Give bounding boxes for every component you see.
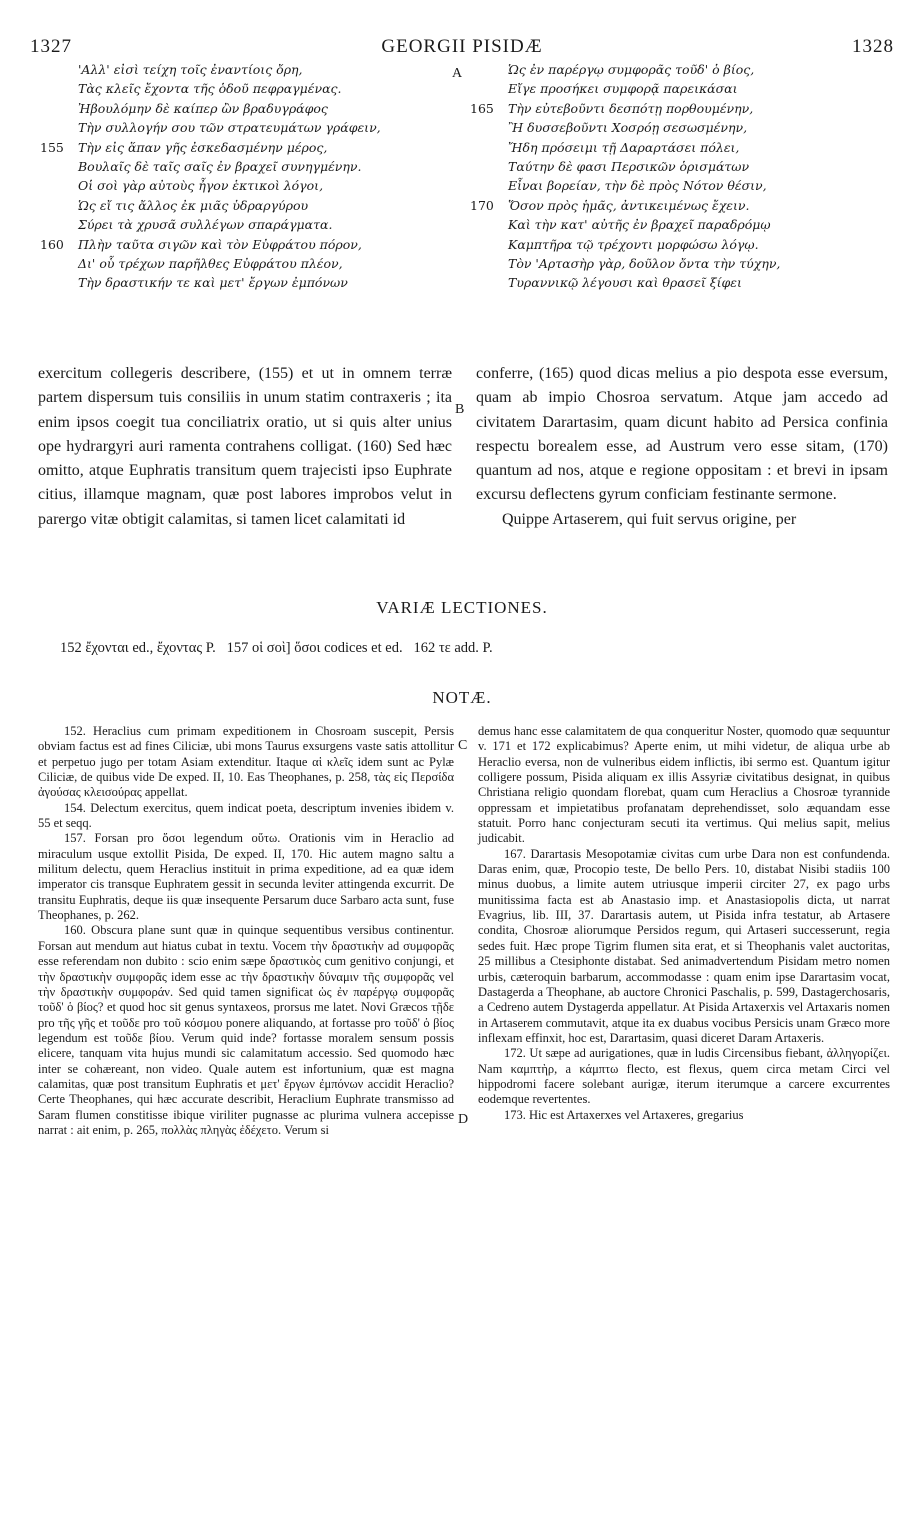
line-number — [40, 176, 78, 195]
line-number — [40, 157, 78, 176]
verse-line — [470, 79, 890, 98]
verse-line — [470, 273, 890, 292]
note-paragraph: demus hanc esse calamitatem de qua conqueritur Noster, quomodo quæ sequuntur v. 171 et 172 explicabimus? Aperte enim, ut mihi videtur, de aliqua urbe ab Heraclio eversa, non de vulneribus eidem inflictis, ibi sermo est. Quantum igitur colligere possum, Pisida aliquam ex illis Assyriæ civitatibus designat, in quibus Christiana religio quondam florebat, quam cum Heraclius a Chosroæ tyrannide oppressam et impietatibus profanatam deprehendisset, solo æquandam esse statuit. Porro hanc conjecturam secuti ita vertimus. Qui melius sapit, melius judicabit. — [478, 724, 890, 846]
line-number: 160 — [40, 236, 64, 252]
margin-marker-d: D — [458, 1112, 469, 1127]
note-paragraph: 154. Delectum exercitus, quem indicat poeta, descriptum invenies ibidem v. 55 et seqq. — [38, 800, 454, 831]
verse-line — [40, 273, 450, 292]
verse-text: Τὴν δραστικήν τε καὶ μετ' ἔργων ἐμπόνων — [78, 275, 348, 291]
verse-text: Σύρει τὰ χρυσᾶ συλλέγων σπαράγματα. — [78, 217, 333, 233]
note-paragraph: 173. Hic est Artaxerxes vel Artaxeres, gregarius — [504, 1107, 744, 1122]
line-number — [470, 235, 508, 254]
verse-text: Πλὴν ταῦτα σιγῶν καὶ τὸν Εὐφράτου πόρον, — [78, 236, 362, 252]
line-number — [40, 215, 78, 234]
line-number: 170 — [470, 197, 494, 213]
verse-line — [470, 157, 890, 176]
latin-paragraph: exercitum collegeris describere, (155) et ut in omnem terræ partem dispersum tuis consiliis in unum statim contraxeris ; ita enim ipsos coegit tua conciliatrix oratio, ut si quis alter unius ope hydrargyri auri ramenta contrahens colligat. (160) Sed hæc omitto, atque Euphratis transitum quem trajecisti ipso Euphrate citius, illamque magnam, quæ post labores improbos velut in parergo vitæ obtigit calamitas, si tamen licet calamitati id — [38, 365, 452, 528]
line-number — [40, 99, 78, 118]
note-paragraph: 157. Forsan pro ὅσοι legendum οὕτω. Orationis vim in Heraclio ad miraculum usque extollit Pisida, De exped. II, 170. Hic autem magno saltu a militum delectu, quem Heraclius instituit in prima expeditione, ad ea quæ idem imperator cis transque Euphratem gessit in secunda leviter attingenda excurrit. De transitu Euphratis, deque iis quæ insequente Persarum duce Sarbaro acta sunt, fuse Theophanes, p. 262. — [38, 831, 454, 923]
verse-line — [40, 235, 450, 254]
verse-line — [470, 176, 890, 195]
running-title: GEORGII PISIDÆ — [381, 36, 543, 57]
verse-text: Καμπτῆρα τῷ τρέχοντι μορφώσω λόγῳ. — [508, 236, 759, 252]
verse-text: Εἶναι βορείαν, τὴν δὲ πρὸς Νότον θέσιν, — [508, 178, 767, 194]
line-number — [470, 138, 508, 157]
line-number — [470, 273, 508, 292]
verse-line — [40, 60, 450, 79]
verse-line — [40, 118, 450, 137]
page-number-left: 1327 — [30, 36, 72, 57]
verse-text: Ὡς ἐν παρέργῳ συμφορᾶς τοῦδ' ὁ βίος, — [508, 62, 755, 77]
verse-text: Τυραννικῷ λέγουσι καὶ θρασεῖ ξίφει — [508, 275, 742, 291]
verse-line — [470, 196, 890, 215]
margin-marker-a: A — [452, 66, 463, 81]
verse-line — [40, 196, 450, 215]
line-number — [40, 118, 78, 137]
verse-line — [40, 99, 450, 118]
line-number — [40, 254, 78, 273]
verse-text: Τὴν εὐτεβοῦντι δεσπότῃ πορθουμένην, — [508, 100, 754, 116]
verse-text: Τὰς κλεῖς ἔχοντα τῆς ὁδοῦ πεφραγμένας. — [78, 81, 342, 97]
line-number — [470, 215, 508, 234]
variae-lectiones-heading: VARIÆ LECTIONES. — [376, 598, 548, 617]
variae-lectiones-text: 152 ἔχονται ed., ἔχοντας P. 157 οἱ σοὶ] ὅσοι codices et ed. 162 τε add. P. — [60, 640, 493, 656]
verse-line — [40, 138, 450, 157]
page-number-right: 1328 — [852, 36, 894, 57]
line-number — [470, 254, 508, 273]
verse-line — [470, 235, 890, 254]
latin-paragraph: conferre, (165) quod dicas melius a pio despota esse eversum, quam ab impio Chosroa servatum. Atque jam accedo ad civitatem Darartasim, quam dicunt habito ad Persica confinia respectu borealem esse, ad Austrum vero esse sitam, (170) quantum ad nos, atque e regione oppositam : et brevi in ipsam excursu deflectens gyrum conficiam festinante sermone. — [476, 365, 888, 504]
line-number: 155 — [40, 139, 64, 155]
latin-translation-left — [38, 362, 452, 532]
verse-line — [470, 99, 890, 118]
verse-text: Βουλαῖς δὲ ταῖς σαῖς ἐν βραχεῖ συνηγμένην. — [78, 159, 362, 175]
verse-text: Τὴν εἰς ἅπαν γῆς ἐσκεδασμένην μέρος, — [78, 139, 328, 155]
verse-text: Ὡς εἴ τις ἄλλος ἐκ μιᾶς ὑδραργύρου — [78, 197, 309, 213]
line-number: 165 — [470, 100, 494, 116]
margin-marker-c: C — [458, 738, 468, 753]
verse-text: 'Αλλ' εἰσὶ τείχη τοῖς ἐναντίοις ὄρη, — [78, 62, 303, 77]
notes-left-column — [38, 724, 454, 1138]
verse-line — [40, 79, 450, 98]
verse-line — [40, 254, 450, 273]
verse-text: Ἤδη πρόσειμι τῇ Δαραρτάσει πόλει, — [508, 139, 740, 155]
note-paragraph: 160. Obscura plane sunt quæ in quinque sequentibus versibus continentur. Forsan aut mendum aut hiatus cubat in textu. Vocem τὴν δραστικὴν ad συμφορᾶς esse referendam non dubito : scio enim sæpe δραστικὸς cum genitivo conjungi, et τὴν δραστικὴν συμφορᾶς idem esse ac τὴν δραστικὴν δύναμιν τῆς συμφορᾶς vel τὴν δραστικὴν συμφοράν. Sed quid tamen significat ὡς ἐν παρέργῳ συμφορᾶς τοῦδ' ὁ βίος? et quod hoc sit genus syntaxeos, prorsus me latet. Novi Græcos τῇδε pro τῆς γῆς et τοῦδε pro τοῦ κόσμου ponere aliquando, at fortasse pro τοῦδ' ὁ βίος legendum est τοῦδε βίου. Verum quid inde? fortasse moralem sensum possis elicere, tanquam vita hujus mundi sic calamitatum accessio. Sed quomodo hæc inter se cohæreant, non video. Quale autem est infortunium, quæ est magna calamitas, quæ post transitum Euphratis et μετ' ἔργων ἐμπόνων accidit Heraclio? Certe Theophanes, qui hæc accurate describit, Heraclium Euphrate transmisso ad Saram flumen constitisse ibique viriliter pugnasse ac plurima vulnera accepisse narrat : ait enim, p. 265, πολλὰς πληγὰς ἐδέχετο. Verum si — [38, 923, 454, 1137]
verse-line — [470, 215, 890, 234]
verse-text: Ἢ δυσσεβοῦντι Χοσρόῃ σεσωσμένην, — [508, 120, 748, 136]
line-number — [40, 60, 78, 79]
notes-right-column — [478, 724, 890, 1123]
verse-text: Οἱ σοὶ γὰρ αὐτοὺς ἦγον ἑκτικοὶ λόγοι, — [78, 178, 324, 194]
verse-text: Ὅσον πρὸς ἡμᾶς, ἀντικειμένως ἔχειν. — [508, 197, 750, 213]
verse-text: Τὴν συλλογήν σου τῶν στρατευμάτων γράφειν, — [78, 120, 381, 136]
line-number — [470, 60, 508, 79]
line-number — [470, 118, 508, 137]
note-paragraph: 152. Heraclius cum primam expeditionem in Chosroam suscepit, Persis obviam factus est ad fines Ciliciæ, ubi mons Taurus exsurgens vaste satis attollitur et perpetuo jugo per totam Asiam extenditur. Itaque αἱ κλεῖς idem sunt ac Pylæ Ciliciæ, de quibus vide De exped. II, 10. Eas Theophanes, p. 258, τὰς εἰς Περσίδα ἀγούσας κλεισούρας appellat. — [38, 724, 454, 800]
line-number — [40, 273, 78, 292]
latin-paragraph: Quippe Artaserem, qui fuit servus origine, per — [502, 510, 797, 528]
line-number — [470, 79, 508, 98]
verse-text: Ἠβουλόμην δὲ καίπερ ὢν βραδυγράφος — [78, 100, 328, 116]
verse-text: Καὶ τὴν κατ' αὐτῆς ἐν βραχεῖ παραδρόμῳ — [508, 217, 771, 233]
line-number — [470, 176, 508, 195]
verse-line — [40, 157, 450, 176]
line-number — [40, 196, 78, 215]
verse-line — [470, 138, 890, 157]
greek-verse-left-column — [40, 60, 450, 293]
verse-line — [470, 254, 890, 273]
note-paragraph: 167. Darartasis Mesopotamiæ civitas cum urbe Dara non est confundenda. Daras enim, quæ, Procopio teste, De bello Pers. 10, distabat Nisibi stadiis 100 minus duobus, a limite autem utriusque imperii circiter 27, ex pago urbs munitissima facta est ab Anastasio imp. et Anastasiopolis dicta, ut narrat Evagrius, lib. III, 37. Darartasis autem, ut Pisida infra testatur, ab Artasere condita, Chosroæ aliorumque Persidos regum, qui Artaseri successerunt, regia sedes fuit. Hæc prope Tigrim flumen sita erat, et si Theophanis valet auctoritas, 25 millibus a Ctesiphonte distabat. Sed animadvertendum Pisidam metro nomen urbis, cæteroquin barbarum, accommodasse : quam enim ipse Darartasim vocat, Dastagerda a Theophane, ab auctore Chronici Paschalis, p. 599, Dastagerchosaris, a Cedreno autem Dystagerda appellatur. At Pisida Artaxerxis vel Artaxaris nomen in Artaserem commutavit, atque ita ex duabus vocibus Persicis unam Græco more inflexam effinxit, hoc est, Darartasim, quasi diceret Daram Artaxeris. — [478, 846, 890, 1045]
verse-line — [470, 60, 890, 79]
latin-translation-right — [476, 362, 888, 532]
verse-line — [470, 118, 890, 137]
line-number — [40, 79, 78, 98]
line-number — [470, 157, 508, 176]
verse-line — [40, 215, 450, 234]
notae-heading: NOTÆ. — [432, 688, 492, 707]
verse-text: Τὸν 'Αρτασὴρ γὰρ, δοῦλον ὄντα τὴν τύχην, — [508, 256, 781, 272]
note-paragraph: 172. Ut sæpe ad aurigationes, quæ in ludis Circensibus fiebant, ἀλληγορίζει. Nam καμπτὴρ, a κάμπτω flecto, est flexus, quem circa metam Circi vel hippodromi facere solebant aurigæ, iterum iterumque a carcere excurrentes eodemque revertentes. — [478, 1046, 890, 1107]
verse-text: Εἴγε προσήκει συμφορᾷ παρεικάσαι — [508, 81, 738, 97]
margin-marker-b: B — [455, 402, 465, 417]
verse-text: Δι' οὗ τρέχων παρῆλθες Εὐφράτου πλέον, — [78, 256, 343, 272]
verse-text: Ταύτην δὲ φασι Περσικῶν ὁρισμάτων — [508, 159, 750, 175]
verse-line — [40, 176, 450, 195]
greek-verse-right-column — [470, 60, 890, 293]
